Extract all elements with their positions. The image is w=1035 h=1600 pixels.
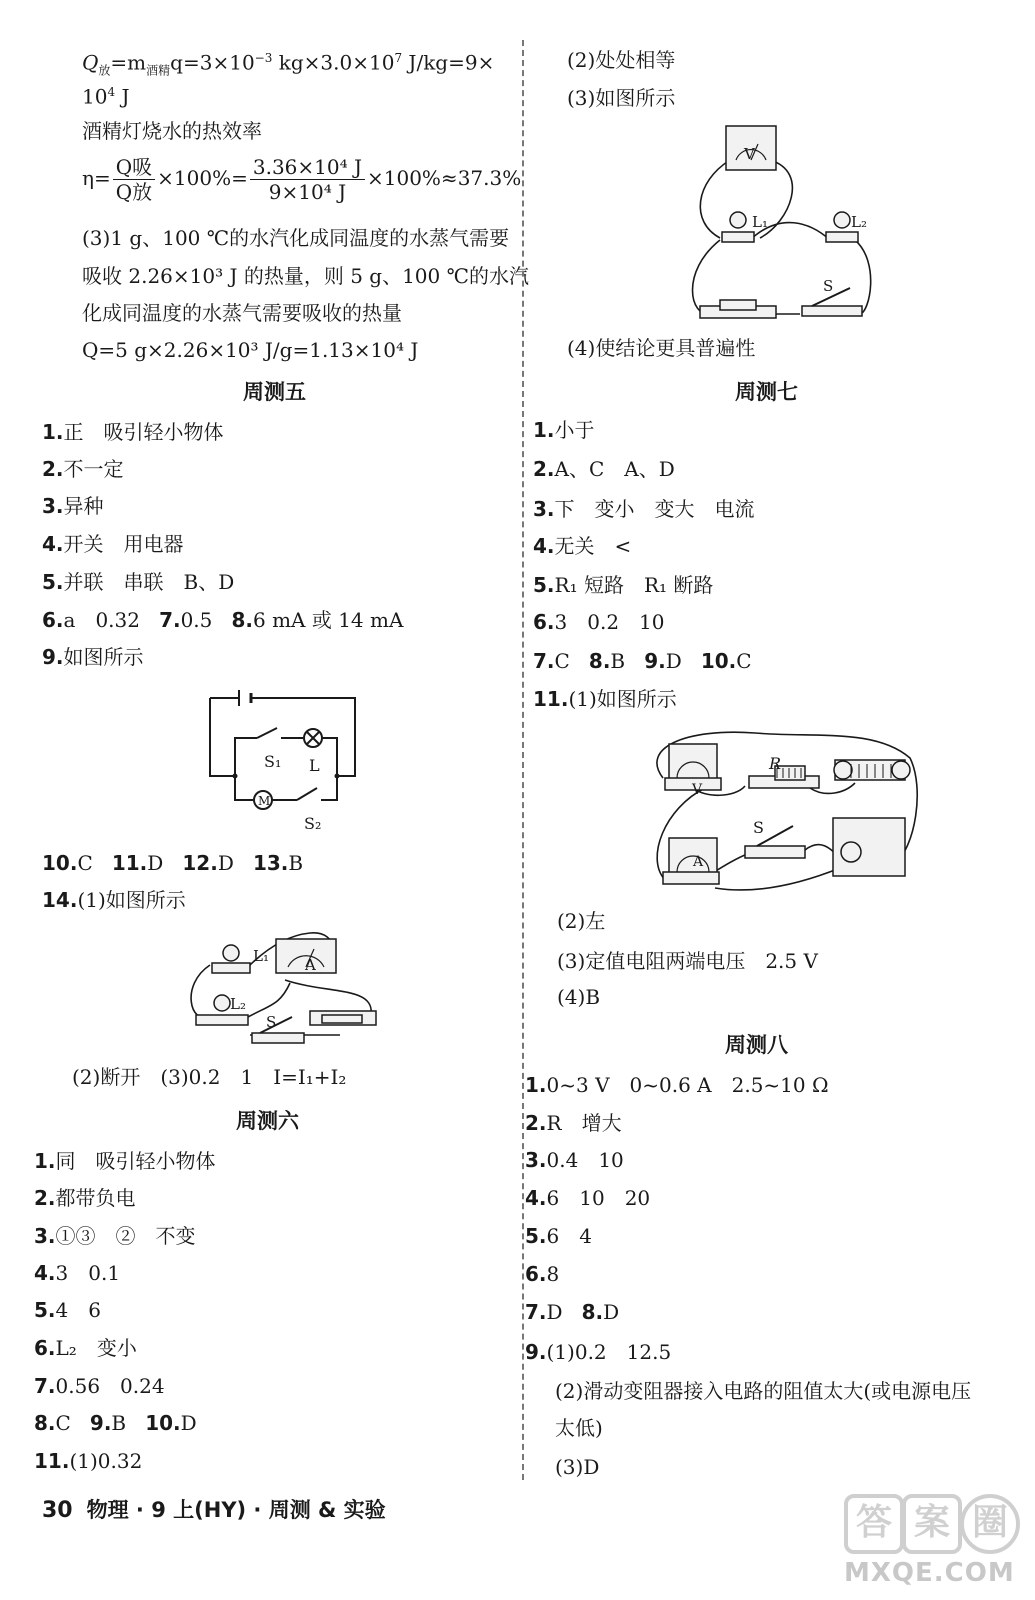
label-l2: L₂: [230, 995, 246, 1013]
section-title-week5: 周测五: [243, 380, 306, 404]
answer-item: 2.都带负电: [34, 1186, 136, 1210]
section-title-week7: 周测七: [735, 380, 798, 404]
q11-part-3: (3)定值电阻两端电压 2.5 V: [557, 949, 818, 973]
answer-item: 3.下 变小 变大 电流: [533, 497, 755, 521]
label-s1: S₁: [264, 752, 282, 771]
r-part-3: (3)如图所示: [567, 86, 676, 110]
answer-item: 6.3 0.2 10: [533, 610, 665, 634]
answer-item: 2.不一定: [42, 457, 124, 481]
label-v: V: [744, 145, 755, 163]
q9-part-2-cont: 太低): [555, 1416, 603, 1440]
label-s: S: [266, 1013, 277, 1031]
circuit-photo-series: [690, 122, 875, 327]
answer-item: 4.6 10 20: [525, 1186, 651, 1210]
label-s: S: [753, 818, 764, 837]
label-l1: L₁: [253, 947, 269, 965]
answer-item: 3.异种: [42, 494, 104, 518]
answer-item: 2.R 增大: [525, 1111, 622, 1135]
circuit-photo-q14: [190, 925, 385, 1050]
q9-part-3: (3)D: [555, 1455, 600, 1479]
q3-line-1: (3)1 g、100 ℃的水汽化成同温度的水蒸气需要: [82, 226, 510, 250]
watermark-logo: [840, 1488, 1020, 1593]
answer-item: 14.(1)如图所示: [42, 888, 186, 912]
answer-row-6-8: 6.a 0.32 7.0.5 8.6 mA 或 14 mA: [42, 608, 404, 632]
answer-item: 7.0.56 0.24: [34, 1374, 165, 1398]
q3-line-2: 吸收 2.26×10³ J 的热量，则 5 g、100 ℃的水汽: [82, 264, 529, 288]
page-footer: [42, 1494, 386, 1524]
answer-item: 6.L₂ 变小: [34, 1336, 137, 1360]
answer-item: 2.A、C A、D: [533, 457, 675, 481]
q9-part-2: (2)滑动变阻器接入电路的阻值太大(或电源电压: [555, 1379, 972, 1403]
efficiency-formula: η= $\frac{\text{Q吸}}{\text{Q放}}$ ×100%= $\frac{\text{3.36×10⁴ J}}{\text{9×10⁴ J}}$ ×100%≈37.3%: [82, 155, 522, 204]
section-title-week8: 周测八: [725, 1033, 788, 1057]
r-part-2: (2)处处相等: [567, 48, 676, 72]
watermark-char: 案: [902, 1494, 962, 1554]
answer-item: 1.小于: [533, 418, 595, 442]
answer-item: 1.0~3 V 0~0.6 A 2.5~10 Ω: [525, 1073, 829, 1097]
label-l: L: [309, 756, 320, 775]
answer-row-8-10: 8.C 9.B 10.D: [34, 1411, 197, 1435]
column-divider: [522, 40, 524, 1480]
label-s: S: [823, 277, 834, 295]
heat-calc-line-1: $Q_放=m_{酒精}q=3\times 10^{-3}$ $kg\times 3.0\times 10^7$ J/kg=9×: [82, 50, 495, 78]
answer-item: 5.R₁ 短路 R₁ 断路: [533, 573, 714, 597]
label-l2: L₂: [851, 213, 867, 231]
answer-item: 3.①③ ② 不变: [34, 1224, 196, 1248]
answer-item: 6.8: [525, 1262, 560, 1286]
watermark-char: 圈: [960, 1494, 1020, 1554]
circuit-diagram-parallel: [205, 688, 365, 828]
answer-item: 4.3 0.1: [34, 1261, 121, 1285]
answer-row-7-10: 7.C 8.B 9.D 10.C: [533, 649, 752, 673]
answer-item: 1.同 吸引轻小物体: [34, 1149, 216, 1173]
answer-row-10-13: 10.C 11.D 12.D 13.B: [42, 851, 304, 875]
answer-item: 3.0.4 10: [525, 1148, 624, 1172]
label-m: M: [258, 794, 271, 808]
answer-row-7-8: 7.D 8.D: [525, 1300, 620, 1324]
q11-part-2: (2)左: [557, 909, 606, 933]
circuit-photo-resistor: [645, 728, 925, 896]
label-l1: L₁: [752, 213, 768, 231]
page-number: 30: [42, 1498, 73, 1523]
label-r: R: [769, 754, 782, 773]
label-s2: S₂: [304, 814, 322, 833]
efficiency-label: 酒精灯烧水的热效率: [82, 119, 262, 143]
answer-item: 5.6 4: [525, 1224, 592, 1248]
watermark-char: 答: [844, 1494, 904, 1554]
label-v: V: [692, 782, 703, 798]
heat-calc-line-2: $10^4$ J: [82, 84, 130, 109]
q3-line-3: 化成同温度的水蒸气需要吸收的热量: [82, 301, 402, 325]
q14-rest: (2)断开 (3)0.2 1 I=I₁+I₂: [72, 1065, 347, 1089]
answer-item: 11.(1)如图所示: [533, 687, 677, 711]
q3-line-4: Q=5 g×2.26×10³ J/g=1.13×10⁴ J: [82, 338, 419, 362]
book-title: 物理 · 9 上(HY) · 周测 & 实验: [86, 1498, 386, 1522]
section-title-week6: 周测六: [236, 1109, 299, 1133]
answer-item: 4.无关 <: [533, 534, 632, 558]
answer-item: 4.开关 用电器: [42, 532, 184, 556]
r-part-4: (4)使结论更具普遍性: [567, 336, 756, 360]
answer-item: 5.4 6: [34, 1298, 101, 1322]
answer-item: 9.(1)0.2 12.5: [525, 1340, 672, 1364]
label-a: A: [693, 854, 704, 870]
answer-item: 11.(1)0.32: [34, 1449, 143, 1473]
answer-item: 9.如图所示: [42, 645, 144, 669]
answer-item: 5.并联 串联 B、D: [42, 570, 235, 594]
q11-part-4: (4)B: [557, 985, 601, 1009]
label-a: A: [305, 956, 316, 974]
watermark-site: MXQE.COM: [844, 1558, 1015, 1588]
answer-item: 1.正 吸引轻小物体: [42, 420, 224, 444]
